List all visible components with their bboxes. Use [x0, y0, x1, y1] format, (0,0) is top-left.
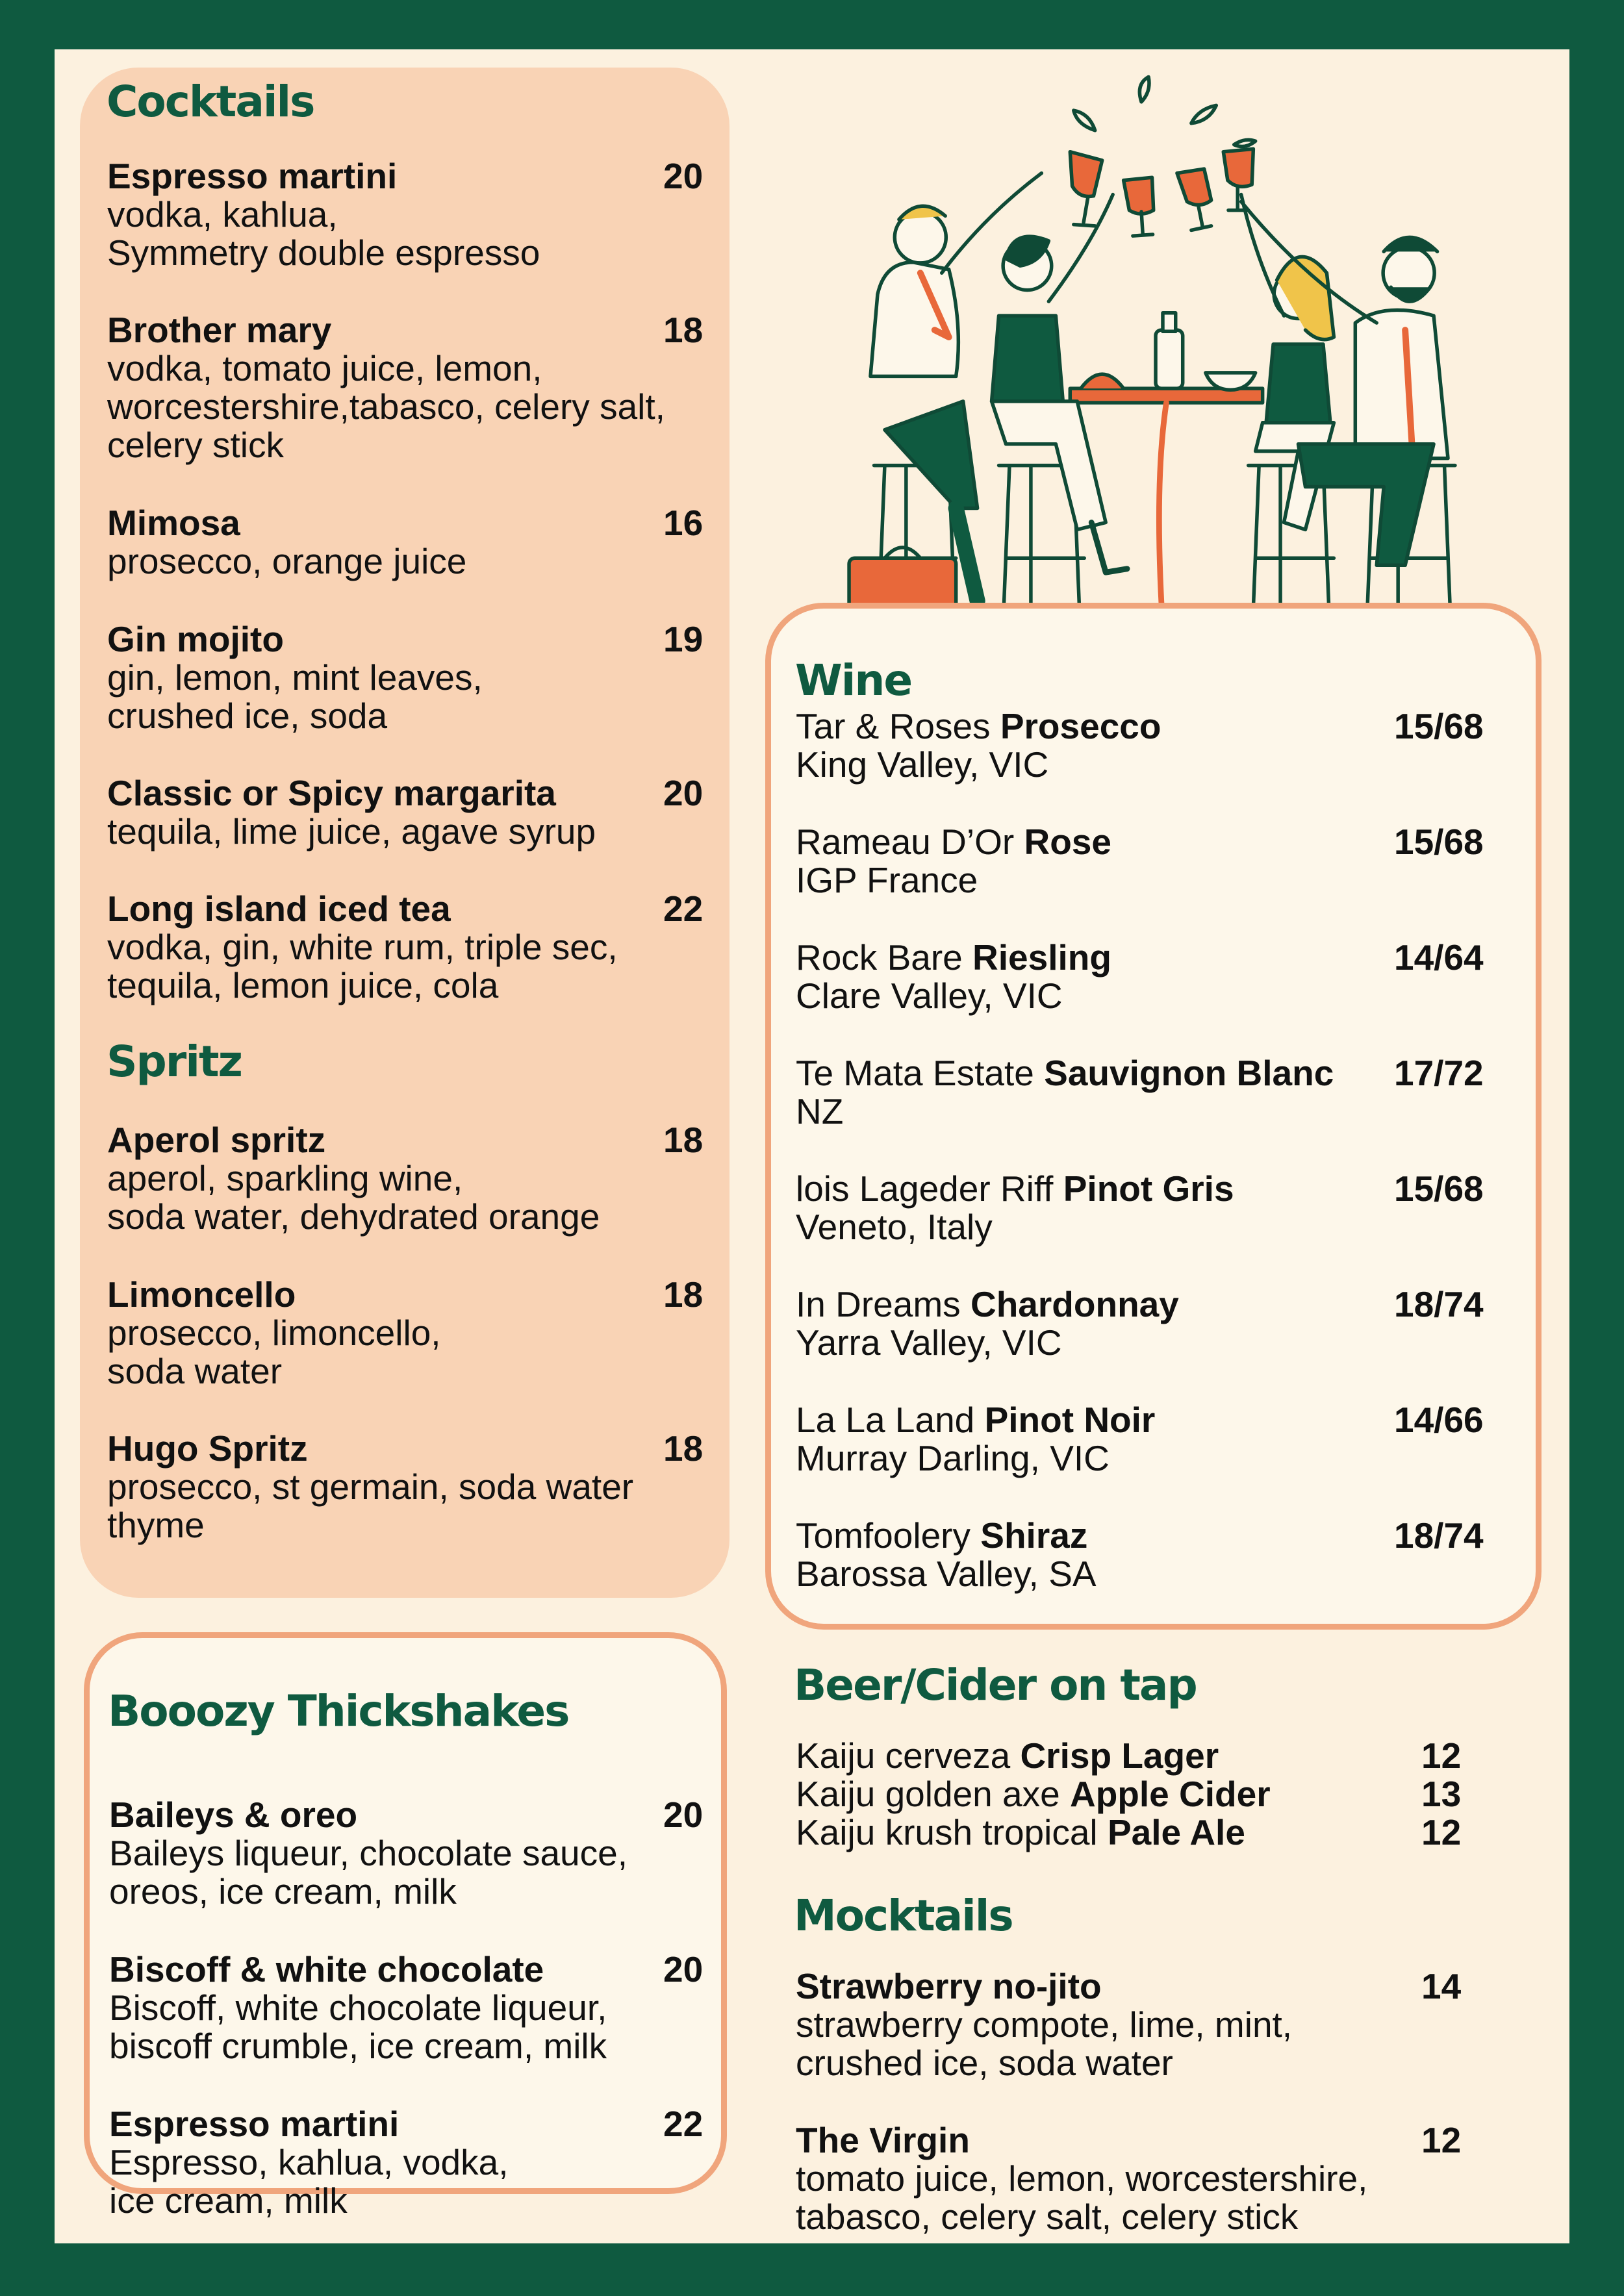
- item-name: Espresso martini: [107, 156, 398, 196]
- item-description: tomato juice, lemon, worcestershire, tabasco, celery salt, celery stick: [796, 2158, 1368, 2237]
- wine-region: NZ: [796, 1091, 844, 1131]
- item-description: Baileys liqueur, chocolate sauce, oreos, ice cream, milk: [109, 1833, 628, 1911]
- beer-producer: Kaiju krush tropical: [796, 1812, 1108, 1852]
- item-price: 20: [663, 1795, 704, 1835]
- item-description: gin, lemon, mint leaves, crushed ice, soda: [107, 657, 483, 736]
- wine-item: [796, 1170, 1510, 1246]
- item-name: Strawberry no-jito: [796, 1966, 1102, 2006]
- item-name: Mimosa: [107, 503, 240, 543]
- wine-variety: Sauvignon Blanc: [1044, 1053, 1334, 1093]
- wine-item: [796, 1054, 1510, 1131]
- item-description: Biscoff, white chocolate liqueur, biscoff crumble, ice cream, milk: [109, 1987, 607, 2066]
- beer-heading: Beer/Cider on tap: [794, 1660, 1197, 1710]
- beer-price: 12: [1421, 1735, 1462, 1776]
- item-name: Baileys & oreo: [109, 1795, 358, 1835]
- wine-variety: Prosecco: [1000, 706, 1161, 746]
- wine-region: Barossa Valley, SA: [796, 1554, 1097, 1594]
- menu-item: [109, 2105, 733, 2220]
- item-description: Espresso, kahlua, vodka, ice cream, milk: [109, 2142, 509, 2221]
- people-toasting-illustration: [831, 59, 1480, 644]
- menu-item: [107, 1430, 757, 1545]
- wine-variety: Pinot Noir: [984, 1400, 1156, 1440]
- menu-item: [109, 1796, 733, 1911]
- item-price: 20: [663, 773, 704, 813]
- wine-producer: La La Land: [796, 1400, 985, 1440]
- wine-price: 15/68: [1394, 706, 1484, 746]
- wine-heading: Wine: [795, 655, 912, 705]
- item-name: Aperol spritz: [107, 1120, 326, 1160]
- item-price: 14: [1421, 1966, 1462, 2006]
- wine-region: IGP France: [796, 860, 978, 900]
- wine-item: [796, 823, 1510, 900]
- menu-item: [107, 890, 757, 1005]
- item-price: 18: [663, 1274, 704, 1315]
- item-name: Long island iced tea: [107, 889, 451, 929]
- wine-producer: Tomfoolery: [796, 1515, 981, 1556]
- wine-variety: Pinot Gris: [1063, 1168, 1234, 1209]
- item-price: 18: [663, 310, 704, 350]
- menu-item: [107, 157, 757, 272]
- mocktail-item: [796, 1967, 1510, 2082]
- menu-page: [55, 49, 1569, 2243]
- mocktail-item: [796, 2121, 1510, 2236]
- item-name: Espresso martini: [109, 2104, 400, 2144]
- item-price: 18: [663, 1120, 704, 1160]
- spritz-heading: Spritz: [107, 1037, 242, 1087]
- item-description: prosecco, orange juice: [107, 541, 467, 581]
- mocktails-heading: Mocktails: [794, 1891, 1013, 1941]
- wine-variety: Shiraz: [980, 1515, 1088, 1556]
- wine-item: [796, 707, 1510, 784]
- wine-price: 14/66: [1394, 1400, 1484, 1440]
- item-description: prosecco, limoncello, soda water: [107, 1313, 441, 1391]
- item-price: 19: [663, 619, 704, 659]
- item-price: 16: [663, 503, 704, 543]
- item-price: 20: [663, 1949, 704, 1989]
- beer-price: 12: [1421, 1812, 1462, 1852]
- beer-producer: Kaiju cerveza: [796, 1735, 1021, 1776]
- wine-price: 17/72: [1394, 1053, 1484, 1093]
- wine-price: 15/68: [1394, 822, 1484, 862]
- wine-variety: Chardonnay: [970, 1284, 1179, 1324]
- item-price: 20: [663, 156, 704, 196]
- wine-price: 15/68: [1394, 1168, 1484, 1209]
- beer-item: [796, 1737, 1510, 1775]
- menu-item: [107, 774, 757, 851]
- wine-variety: Riesling: [972, 937, 1111, 978]
- beer-variety: Apple Cider: [1069, 1774, 1271, 1814]
- wine-price: 18/74: [1394, 1284, 1484, 1324]
- wine-producer: In Dreams: [796, 1284, 971, 1324]
- beer-price: 13: [1421, 1774, 1462, 1814]
- item-price: 22: [663, 889, 704, 929]
- item-description: vodka, gin, white rum, triple sec, tequila, lemon juice, cola: [107, 927, 618, 1005]
- item-description: strawberry compote, lime, mint, crushed ice, soda water: [796, 2004, 1293, 2083]
- beer-item: [796, 1775, 1510, 1813]
- item-name: The Virgin: [796, 2120, 970, 2160]
- wine-region: Yarra Valley, VIC: [796, 1322, 1062, 1363]
- item-price: 12: [1421, 2120, 1462, 2160]
- item-price: 18: [663, 1428, 704, 1469]
- wine-variety: Rose: [1024, 822, 1111, 862]
- item-name: Hugo Spritz: [107, 1428, 308, 1469]
- item-description: vodka, kahlua, Symmetry double espresso: [107, 194, 540, 273]
- wine-producer: Rameau D’Or: [796, 822, 1024, 862]
- item-price: 22: [663, 2104, 704, 2144]
- wine-region: King Valley, VIC: [796, 744, 1049, 785]
- wine-region: Murray Darling, VIC: [796, 1438, 1110, 1478]
- wine-producer: Te Mata Estate: [796, 1053, 1045, 1093]
- wine-item: [796, 1401, 1510, 1478]
- item-name: Brother mary: [107, 310, 332, 350]
- item-name: Limoncello: [107, 1274, 296, 1315]
- wine-price: 18/74: [1394, 1515, 1484, 1556]
- wine-item: [796, 939, 1510, 1015]
- wine-region: Clare Valley, VIC: [796, 976, 1063, 1016]
- wine-producer: Tar & Roses: [796, 706, 1000, 746]
- thickshakes-heading: Booozy Thickshakes: [108, 1686, 569, 1736]
- menu-item: [107, 1276, 757, 1391]
- item-description: tequila, lime juice, agave syrup: [107, 811, 596, 852]
- beer-item: [796, 1813, 1510, 1852]
- wine-item: [796, 1517, 1510, 1593]
- wine-region: Veneto, Italy: [796, 1207, 993, 1247]
- item-description: prosecco, st germain, soda water thyme: [107, 1467, 634, 1545]
- beer-variety: Crisp Lager: [1020, 1735, 1219, 1776]
- menu-item: [107, 504, 757, 581]
- wine-producer: lois Lageder Riff: [796, 1168, 1063, 1209]
- item-name: Gin mojito: [107, 619, 284, 659]
- menu-item: [107, 311, 757, 464]
- item-name: Biscoff & white chocolate: [109, 1949, 544, 1989]
- beer-producer: Kaiju golden axe: [796, 1774, 1070, 1814]
- menu-item: [109, 1950, 733, 2065]
- menu-item: [107, 620, 757, 735]
- cocktails-heading: Cocktails: [107, 77, 314, 127]
- item-description: vodka, tomato juice, lemon, worcestershire,tabasco, celery salt, celery stick: [107, 348, 665, 465]
- beer-variety: Pale Ale: [1107, 1812, 1245, 1852]
- wine-producer: Rock Bare: [796, 937, 973, 978]
- menu-item: [107, 1121, 757, 1236]
- wine-price: 14/64: [1394, 937, 1484, 978]
- item-name: Classic or Spicy margarita: [107, 773, 556, 813]
- wine-item: [796, 1285, 1510, 1362]
- item-description: aperol, sparkling wine, soda water, dehydrated orange: [107, 1158, 600, 1237]
